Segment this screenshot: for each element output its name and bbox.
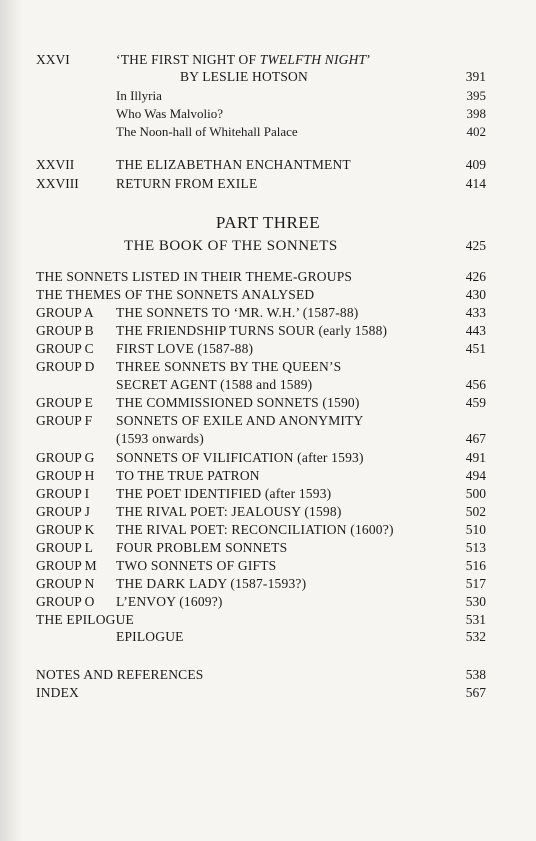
group-row[interactable] <box>36 503 486 521</box>
page-number: 491 <box>465 450 486 465</box>
group-title: SONNETS OF EXILE AND ANONYMITY <box>116 413 364 428</box>
group-label: GROUP G <box>36 450 95 465</box>
page-number: 391 <box>465 69 486 84</box>
group-row-continuation <box>36 430 486 448</box>
group-row[interactable] <box>36 449 486 467</box>
group-label: GROUP C <box>36 341 94 356</box>
group-row[interactable] <box>36 412 486 430</box>
group-title: TO THE TRUE PATRON <box>116 468 260 483</box>
group-label: GROUP L <box>36 540 93 555</box>
chapter-author: BY LESLIE HOTSON <box>180 69 308 84</box>
entry-title: INDEX <box>36 685 79 700</box>
group-title: FIRST LOVE (1587-88) <box>116 341 254 356</box>
page-number: 456 <box>465 377 486 392</box>
toc-subentry[interactable] <box>36 87 486 105</box>
toc-entry-xxvii[interactable] <box>36 156 486 174</box>
page-number: 467 <box>465 431 486 446</box>
page-number: 402 <box>466 124 486 139</box>
page-number: 430 <box>465 287 486 302</box>
page-gutter-shadow <box>0 0 22 841</box>
chapter-number: XXVIII <box>36 176 79 191</box>
group-row[interactable] <box>36 539 486 557</box>
group-title: THE COMMISSIONED SONNETS (1590) <box>116 395 360 410</box>
subentry-label: In Illyria <box>116 88 162 103</box>
group-title: THE RIVAL POET: RECONCILIATION (1600?) <box>116 522 394 537</box>
group-row[interactable] <box>36 575 486 593</box>
chapter-title: ‘THE FIRST NIGHT OF TWELFTH NIGHT’ <box>116 52 371 67</box>
page-number: 517 <box>465 576 486 591</box>
group-row-continuation <box>36 376 486 394</box>
toc-subentry[interactable] <box>36 123 486 141</box>
group-label: GROUP A <box>36 305 94 320</box>
group-row[interactable] <box>36 304 486 322</box>
group-title: THE DARK LADY (1587-1593?) <box>116 576 307 591</box>
group-label: GROUP J <box>36 504 90 519</box>
group-title: THE RIVAL POET: JEALOUSY (1598) <box>116 504 342 519</box>
toc-entry-notes[interactable] <box>36 666 486 684</box>
page-number: 510 <box>465 522 486 537</box>
group-label: GROUP F <box>36 413 93 428</box>
page-number: 398 <box>466 106 486 121</box>
page-number: 516 <box>465 558 486 573</box>
entry-title: THE SONNETS LISTED IN THEIR THEME-GROUPS <box>36 269 353 284</box>
group-label: GROUP I <box>36 486 90 501</box>
toc-entry-themes-analysed[interactable] <box>36 286 486 304</box>
chapter-title: THE ELIZABETHAN ENCHANTMENT <box>116 157 351 172</box>
toc-entry-xxvi-author <box>36 68 486 86</box>
page-number: 443 <box>465 323 486 338</box>
group-label: GROUP M <box>36 558 97 573</box>
group-label: GROUP B <box>36 323 94 338</box>
entry-title: NOTES AND REFERENCES <box>36 667 204 682</box>
group-title: THE POET IDENTIFIED (after 1593) <box>116 486 332 501</box>
toc-entry-sonnets-listed[interactable] <box>36 268 486 286</box>
chapter-number: XXVII <box>36 157 75 172</box>
group-label: GROUP D <box>36 359 95 374</box>
group-title: L’ENVOY (1609?) <box>116 594 223 609</box>
group-row[interactable] <box>36 485 486 503</box>
group-title: TWO SONNETS OF GIFTS <box>116 558 277 573</box>
group-label: GROUP H <box>36 468 95 483</box>
page-number: 538 <box>465 667 486 682</box>
group-label: GROUP E <box>36 395 93 410</box>
group-title: THE SONNETS TO ‘MR. W.H.’ (1587-88) <box>116 305 359 320</box>
toc-subentry[interactable] <box>36 105 486 123</box>
group-label: GROUP K <box>36 522 95 537</box>
entry-title: THE EPILOGUE <box>36 612 135 627</box>
subentry-label: Who Was Malvolio? <box>116 106 224 121</box>
group-label: GROUP N <box>36 576 95 591</box>
page-number: 409 <box>465 157 486 172</box>
group-label: GROUP O <box>36 594 95 609</box>
group-row[interactable] <box>36 322 486 340</box>
page-number: 395 <box>466 88 486 103</box>
part-subheading: THE BOOK OF THE SONNETS <box>124 238 338 254</box>
toc-subentry-epilogue[interactable] <box>36 628 486 646</box>
group-row[interactable] <box>36 593 486 611</box>
page-number: 567 <box>465 685 486 700</box>
page-number: 433 <box>465 305 486 320</box>
group-title-cont: SECRET AGENT (1588 and 1589) <box>116 377 313 392</box>
page-number: 425 <box>465 238 486 253</box>
page-number: 502 <box>465 504 486 519</box>
page-number: 426 <box>465 269 486 284</box>
group-row[interactable] <box>36 358 486 376</box>
part-subheading-row[interactable] <box>36 237 486 255</box>
page-number: 513 <box>465 540 486 555</box>
page-number: 414 <box>465 176 486 191</box>
page-number: 500 <box>465 486 486 501</box>
page-number: 531 <box>465 612 486 627</box>
group-row[interactable] <box>36 340 486 358</box>
toc-entry-epilogue[interactable] <box>36 611 486 629</box>
page-number: 459 <box>465 395 486 410</box>
chapter-number: XXVI <box>36 52 70 67</box>
page-number: 530 <box>465 594 486 609</box>
group-row[interactable] <box>36 557 486 575</box>
page-number: 494 <box>465 468 486 483</box>
page-number: 451 <box>465 341 486 356</box>
group-row[interactable] <box>36 521 486 539</box>
chapter-title: RETURN FROM EXILE <box>116 176 258 191</box>
group-row[interactable] <box>36 394 486 412</box>
group-title: FOUR PROBLEM SONNETS <box>116 540 288 555</box>
toc-entry-xxvi[interactable] <box>36 51 486 69</box>
part-heading: PART THREE <box>215 213 321 232</box>
group-title: THE FRIENDSHIP TURNS SOUR (early 1588) <box>116 323 388 338</box>
toc-entry-xxviii[interactable] <box>36 175 486 193</box>
page-number: 532 <box>465 629 486 644</box>
group-title-cont: (1593 onwards) <box>116 431 204 446</box>
group-title: THREE SONNETS BY THE QUEEN’S <box>116 359 342 374</box>
toc-entry-index[interactable] <box>36 684 486 702</box>
group-title: SONNETS OF VILIFICATION (after 1593) <box>116 450 364 465</box>
subentry-label: The Noon-hall of Whitehall Palace <box>116 124 298 139</box>
subentry-label: EPILOGUE <box>116 629 184 644</box>
group-row[interactable] <box>36 467 486 485</box>
entry-title: THE THEMES OF THE SONNETS ANALYSED <box>36 287 315 302</box>
